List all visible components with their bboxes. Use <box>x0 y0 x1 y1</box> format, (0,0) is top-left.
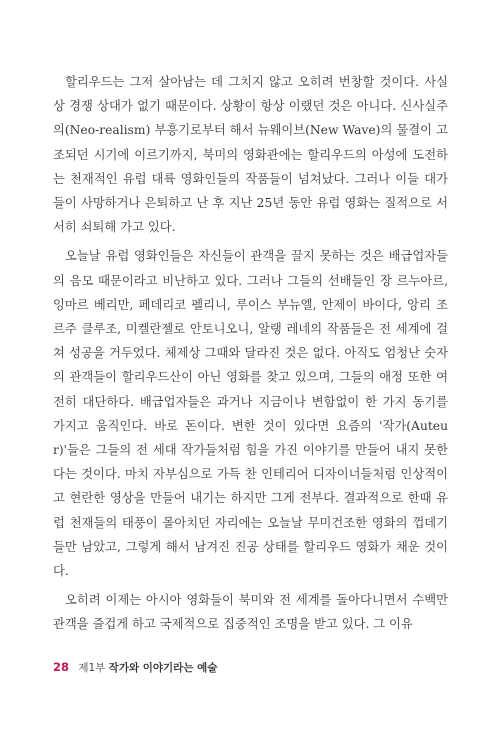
body-text <box>53 70 448 637</box>
paragraph-1: 할리우드는 그저 살아남는 데 그치지 않고 오히려 번창할 것이다. 사실상 경쟁 상대가 없기 때문이다. 상황이 항상 이랬던 것은 아니다. 신사실주의(Neo-realism) 부흥기로부터 해서 뉴웨이브(New Wave)의 물결이 고조되던 시기에 이르기까지, 북미의 영화관에는 할리우드의 아성에 도전하는 천재적인 유럽 대륙 영화인들의 작품들이 넘쳐났다. 그러나 이들 대가들이 사망하거나 은퇴하고 난 후 지난 25년 동안 유럽 영화는 질적으로 서서히 쇠퇴해 가고 있다. <box>53 75 448 235</box>
paragraph-2: 오늘날 유럽 영화인들은 자신들이 관객을 끌지 못하는 것은 배급업자들의 음모 때문이라고 비난하고 있다. 그러나 그들의 선배들인 장 르누아르, 잉마르 베리만, 페데리코 펠리니, 루이스 부뉴엘, 안제이 바이다, 앙리 조르주 클루조, 미켈란젤로 안토니오니, 알랭 레네의 작품들은 전 세계에 걸쳐 성공을 거두었다. 체제상 그때와 달라진 것은 없다. 아직도 엄청난 숫자의 관객들이 할리우드산이 아닌 영화를 찾고 있으며, 그들의 애정 또한 여전히 대단하다. 배급업자들은 과거나 지금이나 변함없이 한 가지 동기를 가지고 움직인다. 바로 돈이다. 변한 것이 있다면 요즘의 '작가(Auteur)'들은 그들의 전 세대 작가들처럼 힘을 가진 이야기를 만들어 내지 못한다는 것이다. 마치 자부심으로 가득 찬 인테리어 디자이너들처럼 인상적이고 현란한 영상을 만들어 내기는 하지만 그게 전부다. 결과적으로 한때 유럽 천재들의 태풍이 몰아치던 자리에는 오늘날 무미건조한 영화의 껍데기들만 남았고, 그렇게 해서 남겨진 진공 상태를 할리우드 영화가 채운 것이다. <box>53 249 448 579</box>
chapter-title: 작가와 이야기라는 예술 <box>108 662 218 674</box>
page-number: 28 <box>53 660 70 674</box>
page-footer <box>53 660 217 675</box>
part-label: 제1부 <box>78 662 106 674</box>
paragraph-3: 오히려 이제는 아시아 영화들이 북미와 전 세계를 돌아다니면서 수백만 관객을 즐겁게 하고 국제적으로 집중적인 조명을 받고 있다. 그 이유 <box>53 593 448 632</box>
